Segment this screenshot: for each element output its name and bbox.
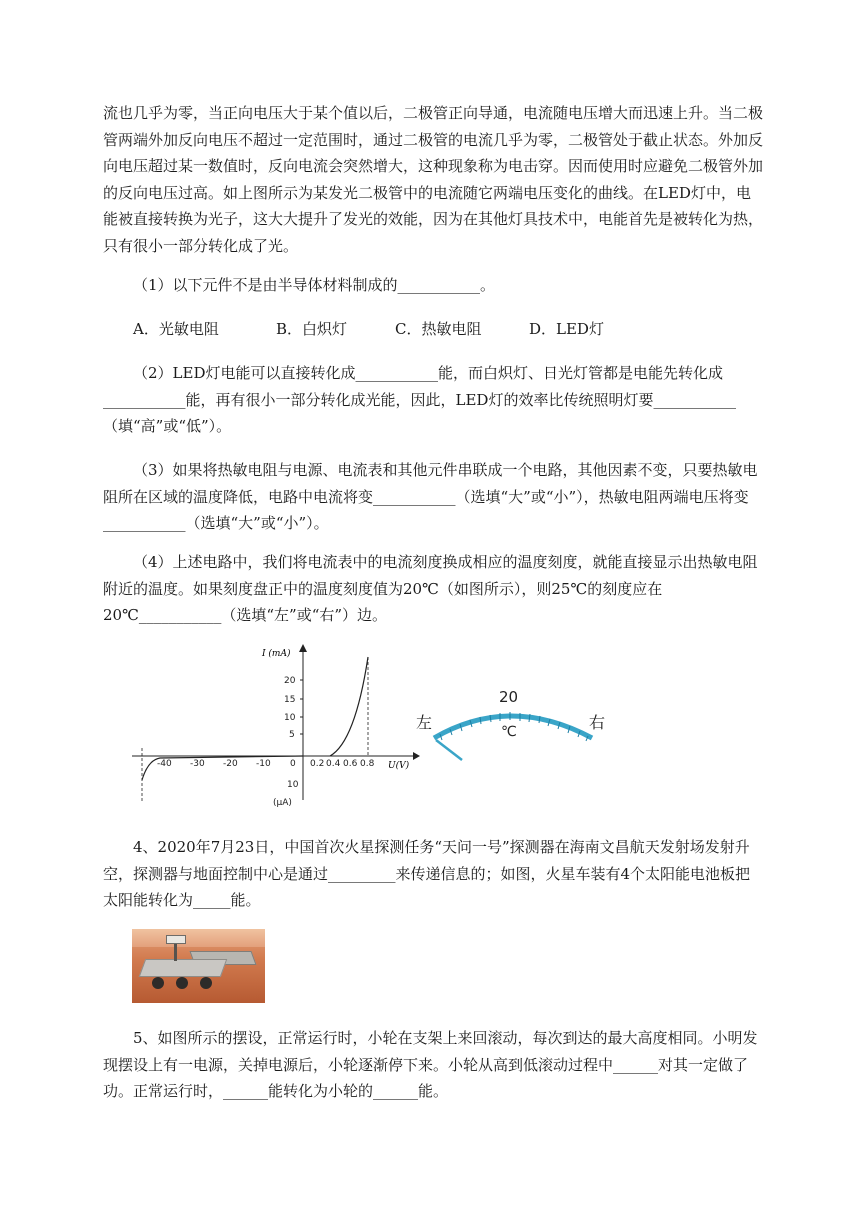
dial-left-label: 左 (416, 713, 433, 732)
y-axis-arrow (299, 644, 307, 652)
x-tick-0-8: 0.8 (360, 759, 375, 769)
question-1: （1）以下元件不是由半导体材料制成的___________。 (133, 276, 496, 294)
option-a: A．光敏电阻 (133, 320, 219, 338)
rover-body (139, 959, 228, 977)
question-4: （4）上述电路中，我们将电流表中的电流刻度换成相应的温度刻度，就能直接显示出热敏电阻附近的温度。如果刻度盘正中的温度刻度值为20℃（如图所示），则25℃的刻度应在20℃___________（选填“左”或“右”）边。 (103, 553, 758, 624)
option-b: B．白炽灯 (276, 320, 348, 338)
dial-unit: ℃ (501, 724, 517, 740)
y-axis-label: I (mA) (262, 649, 291, 659)
x-tick-neg20: -20 (223, 759, 238, 769)
x-axis-label: U(V) (388, 761, 410, 771)
mars-rover-photo (132, 929, 265, 1003)
rover-wheel (200, 977, 212, 989)
question-2: （2）LED灯电能可以直接转化成___________能，而白炽灯、日光灯管都是电能先转化成___________能，再有很小一部分转化成光能，因此，LED灯的效率比传统照明灯要___________（填“高”或“低”）。 (103, 364, 736, 435)
intro-paragraph: 流也几乎为零，当正向电压大于某个值以后，二极管正向导通，电流随电压增大而迅速上升。当二极管两端外加反向电压不超过一定范围时，通过二极管的电流几乎为零，二极管处于截止状态。外加反向电压超过某一数值时，反向电流会突然增大，这种现象称为电击穿。因而使用时应避免二极管外加的反向电压过高。如上图所示为某发光二极管中的电流随它两端电压变化的曲线。在LED灯中，电能被直接转换为光子，这大大提升了发光的效能，因为在其他灯具技术中，电能首先是被转化为热，只有很小一部分转化成了光。 (103, 104, 764, 255)
x-tick-0-6: 0.6 (343, 759, 358, 769)
y-neg-unit: (μA) (273, 798, 292, 808)
x-tick-0-4: 0.4 (326, 759, 341, 769)
rover-wheel (152, 977, 164, 989)
problem-5: 5、如图所示的摆设，正常运行时，小轮在支架上来回滚动，每次到达的最大高度相同。小明发现摆设上有一电源，关掉电源后，小轮逐渐停下来。小轮从高到低滚动过程中______对其一定做了功。正常运行时，______能转化为小轮的______能。 (103, 1029, 758, 1100)
y-tick-15: 15 (284, 695, 296, 705)
dial-pointer (436, 740, 462, 760)
y-neg-tick-10: 10 (287, 780, 299, 790)
dial-center-value: 20 (499, 688, 519, 706)
diode-iu-graph (130, 642, 420, 810)
origin-label: 0 (290, 759, 296, 769)
forward-curve (330, 657, 368, 756)
dial-right-label: 右 (589, 713, 606, 732)
x-tick-0-2: 0.2 (310, 759, 325, 769)
rover-camera (166, 935, 186, 944)
y-tick-20: 20 (284, 676, 296, 686)
option-c: C．热敏电阻 (395, 320, 482, 338)
option-d: D．LED灯 (529, 320, 604, 338)
y-tick-10: 10 (284, 713, 296, 723)
temperature-dial (414, 684, 610, 766)
question-3: （3）如果将热敏电阻与电源、电流表和其他元件串联成一个电路，其他因素不变，只要热敏电阻所在区域的温度降低，电路中电流将变___________（选填“大”或“小”），热敏电阻两端电压将变___________（选填“大”或“小”）。 (103, 461, 758, 532)
x-tick-neg30: -30 (190, 759, 205, 769)
rover-wheel (176, 977, 188, 989)
problem-4: 4、2020年7月23日，中国首次火星探测任务“天问一号”探测器在海南文昌航天发射场发射升空，探测器与地面控制中心是通过_________来传递信息的；如图，火星车装有4个太阳能电池板把太阳能转化为_____能。 (103, 838, 751, 909)
x-tick-neg10: -10 (256, 759, 271, 769)
y-tick-5: 5 (289, 730, 295, 740)
x-tick-neg40: -40 (157, 759, 172, 769)
